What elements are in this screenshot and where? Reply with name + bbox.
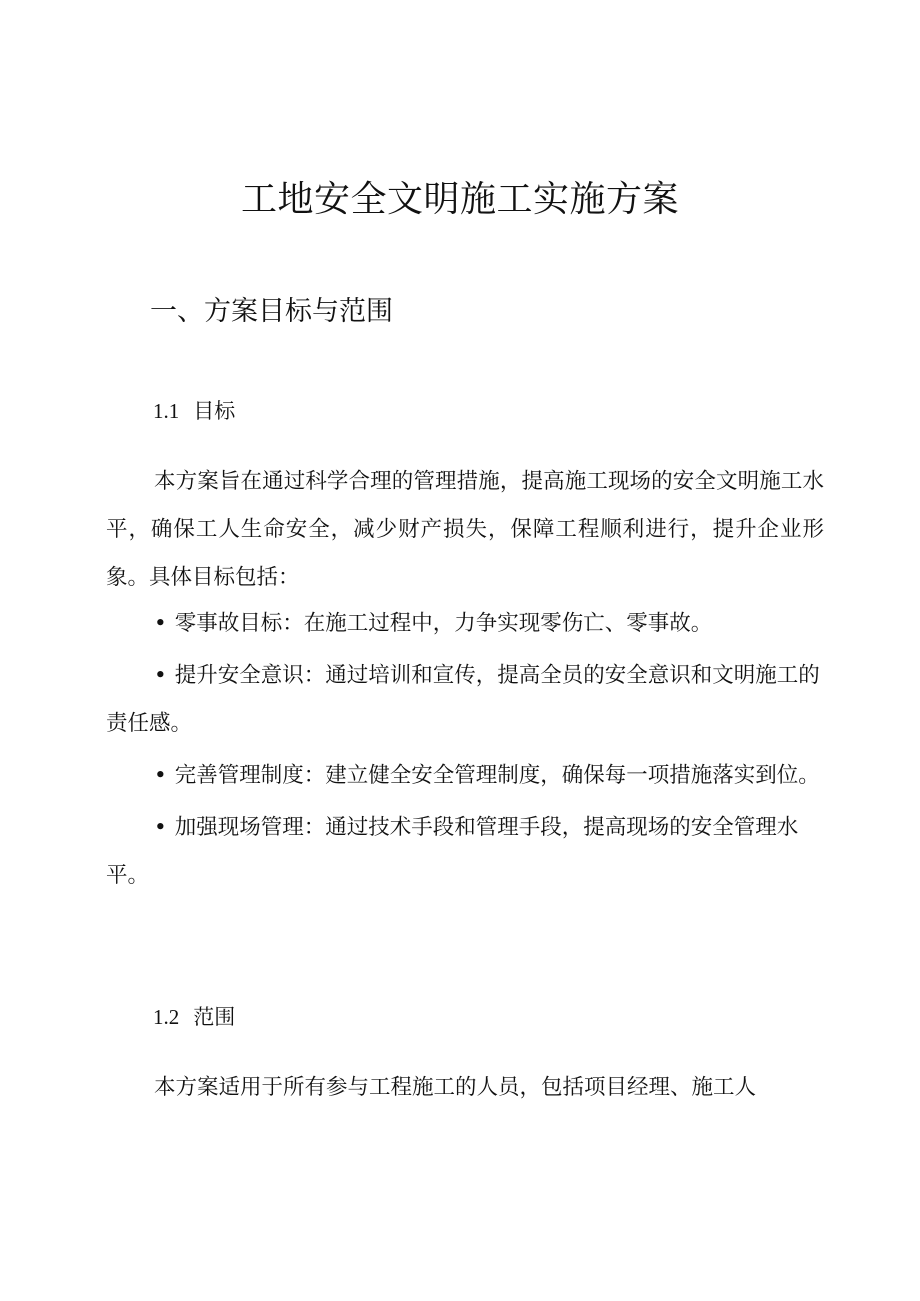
- subsection-heading-goal: [153, 394, 235, 428]
- subsection-title: 目标: [193, 399, 236, 423]
- bullet-icon: •: [154, 763, 167, 788]
- list-item: • 加强现场管理：通过技术手段和管理手段，提高现场的安全管理水平。: [106, 815, 799, 888]
- bullet-icon: •: [154, 815, 167, 840]
- subsection-heading-scope: [153, 1000, 235, 1034]
- section-heading: 一、方案目标与范围: [150, 296, 393, 327]
- bullet-icon: •: [154, 611, 167, 636]
- list-item: • 提升安全意识：通过培训和宣传，提高全员的安全意识和文明施工的责任感。: [106, 663, 820, 736]
- bullet-icon: •: [154, 663, 167, 688]
- subsection-title: 范围: [193, 1005, 236, 1029]
- scope-intro-paragraph: 本方案适用于所有参与工程施工的人员，包括项目经理、施工人: [154, 1075, 757, 1100]
- list-item: • 零事故目标：在施工过程中，力争实现零伤亡、零事故。: [154, 611, 713, 636]
- subsection-number: 1.1: [153, 399, 180, 423]
- list-item: • 完善管理制度：建立健全安全管理制度，确保每一项措施落实到位。: [154, 763, 820, 788]
- subsection-number: 1.2: [153, 1005, 180, 1029]
- goal-bullet-list: [106, 600, 824, 904]
- goal-intro-paragraph: 本方案旨在通过科学合理的管理措施，提高施工现场的安全文明施工水平，确保工人生命安全，减少财产损失，保障工程顺利进行，提升企业形象。具体目标包括：: [106, 469, 824, 590]
- document-title: 工地安全文明施工实施方案: [240, 179, 679, 220]
